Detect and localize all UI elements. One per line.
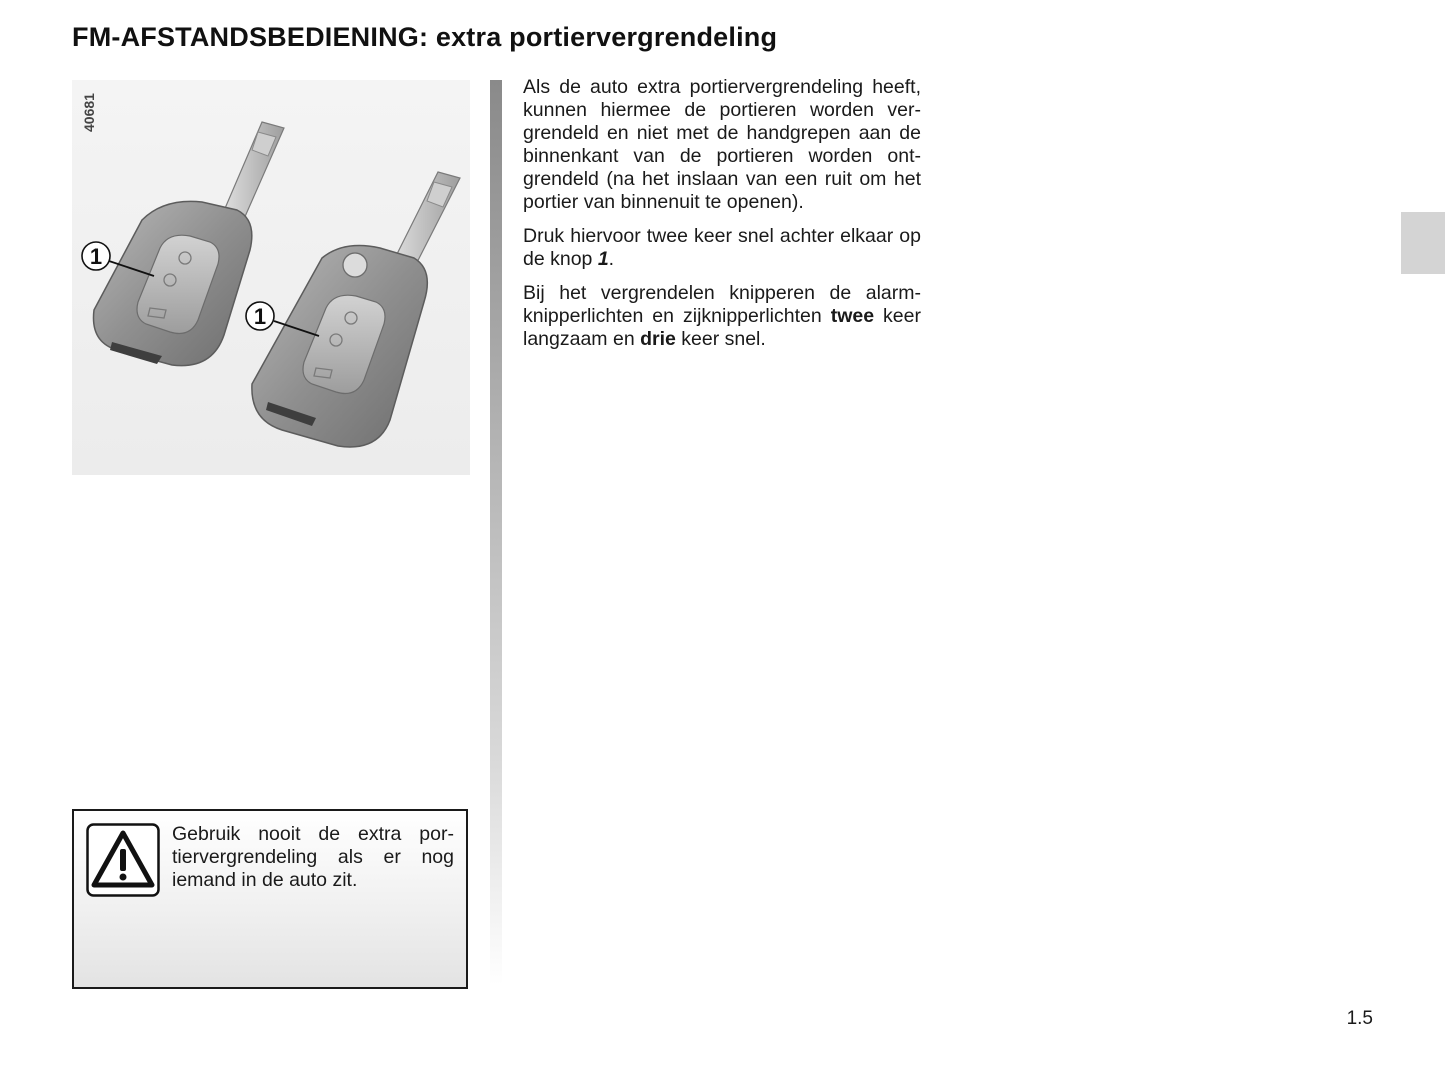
right-key (252, 172, 460, 447)
callout-1-right: 1 (253, 304, 267, 329)
button-reference: 1 (597, 248, 609, 270)
page-number: 1.5 (1346, 1008, 1373, 1029)
paragraph-1: Als de auto extra portiervergrendeling heeft, kunnen hiermee de portieren worden vergrendeld en niet met de handgrepen aan de binnenkant van de portieren worden ontgrendeld (na het inslaan van een ruit om het portier van binnenuit te openen). (523, 76, 921, 213)
callout-1-left: 1 (89, 244, 103, 269)
section-tab (1401, 212, 1445, 274)
paragraph-2: Druk hiervoor twee keer snel achter elkaar op de knop 1. (523, 225, 921, 270)
key-fob-drawing (72, 80, 470, 475)
key-fob-illustration (72, 80, 470, 475)
warning-icon (86, 823, 160, 897)
warning-text: Gebruik nooit de extra portiervergrendeling als er nog iemand in de auto zit. (172, 823, 454, 891)
page-title: FM-AFSTANDSBEDIENING: extra portiervergrendeling (72, 22, 778, 52)
figure-reference-number: 40681 (81, 93, 97, 132)
column-divider (490, 80, 502, 985)
warning-box (72, 809, 468, 989)
body-text (523, 76, 921, 362)
paragraph-3: Bij het vergrendelen knipperen de alarmknipperlichten en zijknipperlichten twee keer langzaam en drie keer snel. (523, 282, 921, 350)
